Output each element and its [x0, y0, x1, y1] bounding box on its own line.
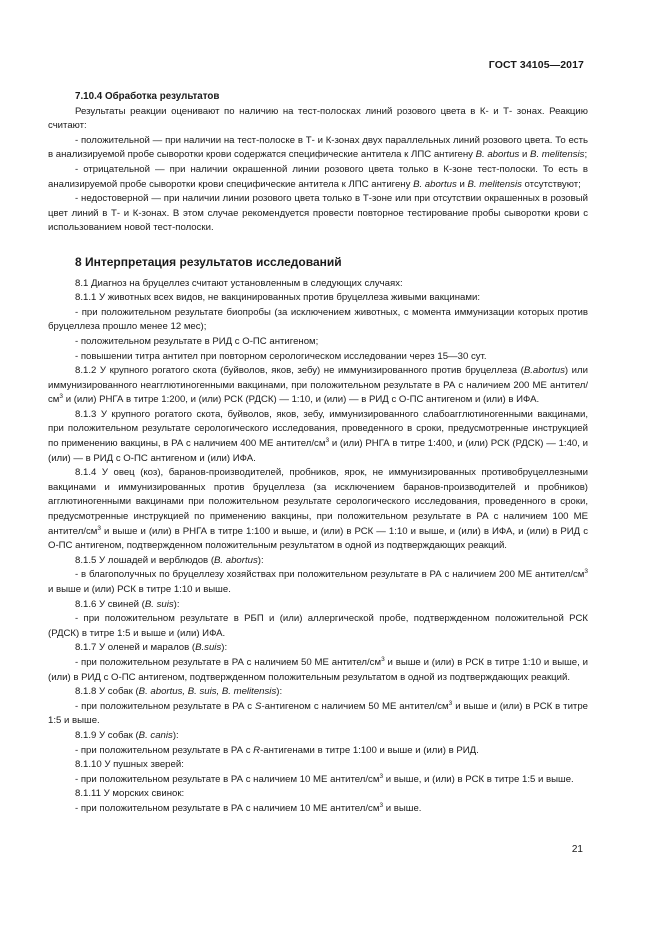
paragraph-8-1-6: 8.1.6 У свиней (B. suis):	[75, 598, 180, 610]
list-item: - при положительном результате в РА с S-антигеном с наличием 50 МЕ антител/$см^3$ и выше и (или) в РСК в титре 1:5 и выше.	[48, 699, 588, 727]
paragraph-8-1: 8.1 Диагноз на бруцеллез считают установленным в следующих случаях:	[75, 277, 403, 289]
results-intro: Результаты реакции оценивают по наличию на тест-полосках линий розового цвета в К- и Т- зонах. Реакцию считают:	[48, 105, 588, 132]
paragraph-8-1-8: 8.1.8 У собак (B. abortus, B. suis, B. melitensis):	[75, 686, 283, 698]
negative-result-paragraph: - отрицательной — при наличии окрашенной линии розового цвета только в К-зоне тест-полоски. То есть в анализируемой пробе сыворотки крови специфические антитела к ЛПС антигену B. abortus и B. melitensis отсутствуют;	[48, 163, 588, 190]
paragraph-8-1-3: 8.1.3 У крупного рогатого скота, буйволов, яков, зебу, иммунизированного слабоагглютиногенными вакцинами, при положительном результате серологического исследования, проведенного в сроки, предусмотренные инструкцией по применению вакцины, в РА с наличием 400 МЕ антител/$см^3$ и (или) РНГА в титре 1:400, и (или) РСК (РДСК) — 1:40, и (или) — в РИД с О-ПС антигеном и (или) ИФА.	[48, 408, 589, 464]
subsection-title: 7.10.4 Обработка результатов	[75, 91, 220, 102]
paragraph-8-1-5: 8.1.5 У лошадей и верблюдов (B. abortus):	[75, 554, 264, 566]
page-body	[48, 90, 588, 817]
list-item: - при положительном результате в РА с наличием 50 МЕ антител/$см^3$ и выше и (или) в РСК в титре 1:10 и выше, и (или) в РИД с О-ПС антигеном, подтвержденном положительным результатом в одной из подтверждающих реакций.	[48, 655, 588, 683]
list-item: - положительном результате в РИД с О-ПС антигеном;	[75, 335, 319, 347]
paragraph-8-1-1: 8.1.1 У животных всех видов, не вакцинированных против бруцеллеза живыми вакцинами:	[75, 292, 481, 304]
list-item: - в благополучных по бруцеллезу хозяйствах при положительном результате в РА с наличием 200 МЕ антител/$см^3$ и выше и (или) РСК в титре 1:10 и выше.	[48, 568, 588, 595]
paragraph-8-1-10: 8.1.10 У пушных зверей:	[75, 759, 184, 771]
paragraph-8-1-2: 8.1.2 У крупного рогатого скота (буйволов, яков, зебу) не иммунизированного против бруцеллеза (B.abortus) или иммунизированного неагглютиногенными вакцинами, при положительном результате в РА с наличием 200 МЕ антител/$см^3$ и (или) РНГА в титре 1:200, и (или) РСК (РДСК) — 1:10, и (или) — в РИД с О-ПС антигеном и (или) в ИФА.	[48, 365, 588, 406]
list-item: - при положительном результате биопробы (за исключением животных, с момента иммунизации которых против бруцеллеза прошло менее 12 мес);	[48, 306, 588, 333]
paragraph-8-1-7: 8.1.7 У оленей и маралов (B.suis):	[75, 642, 228, 654]
positive-result-paragraph: - положительной — при наличии на тест-полоске в Т- и К-зонах двух параллельных линий розового цвета. То есть в анализируемой пробе сыворотки крови содержатся специфические антитела к ЛПС антигену B. abortus и B. melitensis;	[48, 134, 588, 161]
list-item: - при положительном результате в РА с наличием 10 МЕ антител/$см^3$ и выше, и (или) в РСК в титре 1:5 и выше.	[75, 772, 574, 785]
paragraph-8-1-11: 8.1.11 У морских свинок:	[75, 788, 185, 800]
unreliable-result-paragraph: - недостоверной — при наличии линии розового цвета только в Т-зоне или при отсутствии окрашенных в розовый цвет линий в Т- и К-зонах. В этом случае рекомендуется провести повторное тестирование пробы сыворотки крови с использованием новой тест-полоски.	[48, 193, 588, 234]
document-code: ГОСТ 34105—2017	[488, 59, 584, 71]
list-item: - при положительном результате в РА с наличием 10 МЕ антител/$см^3$ и выше.	[75, 801, 422, 814]
paragraph-8-1-9: 8.1.9 У собак (B. canis):	[75, 729, 179, 741]
list-item: - повышении титра антител при повторном серологическом исследовании через 15—30 сут.	[75, 350, 487, 362]
list-item: - при положительном результате в РБП и (или) аллергической пробе, подтвержденном положительной РСК (РДСК) в титре 1:5 и выше и (или) ИФА.	[48, 613, 588, 639]
list-item: - при положительном результате в РА с R-антигенами в титре 1:100 и выше и (или) в РИД.	[75, 744, 479, 756]
section-title: 8 Интерпретация результатов исследований	[75, 254, 342, 269]
page-number: 21	[571, 844, 583, 855]
paragraph-8-1-4: 8.1.4 У овец (коз), баранов-производителей, пробников, ярок, не иммунизированных противобруцеллезными вакцинами и иммунизированных против бруцеллеза (за исключением баранов-производителей и пробников) агглютиногенными вакцинами при положительном результате серологического исследования, проведенного в сроки, предусмотренные инструкцией по применению вакцины, при положительном результате в РА с наличием 100 МЕ антител/$см^3$ и выше и (или) в РНГА в титре 1:100 и выше, и (или) в РСК — 1:10 и выше, и (или) в ИФА, и (или) в РИД с О-ПС антигеном, подтвержденном положительным результатом в одной из подтверждающих реакций.	[48, 467, 588, 552]
